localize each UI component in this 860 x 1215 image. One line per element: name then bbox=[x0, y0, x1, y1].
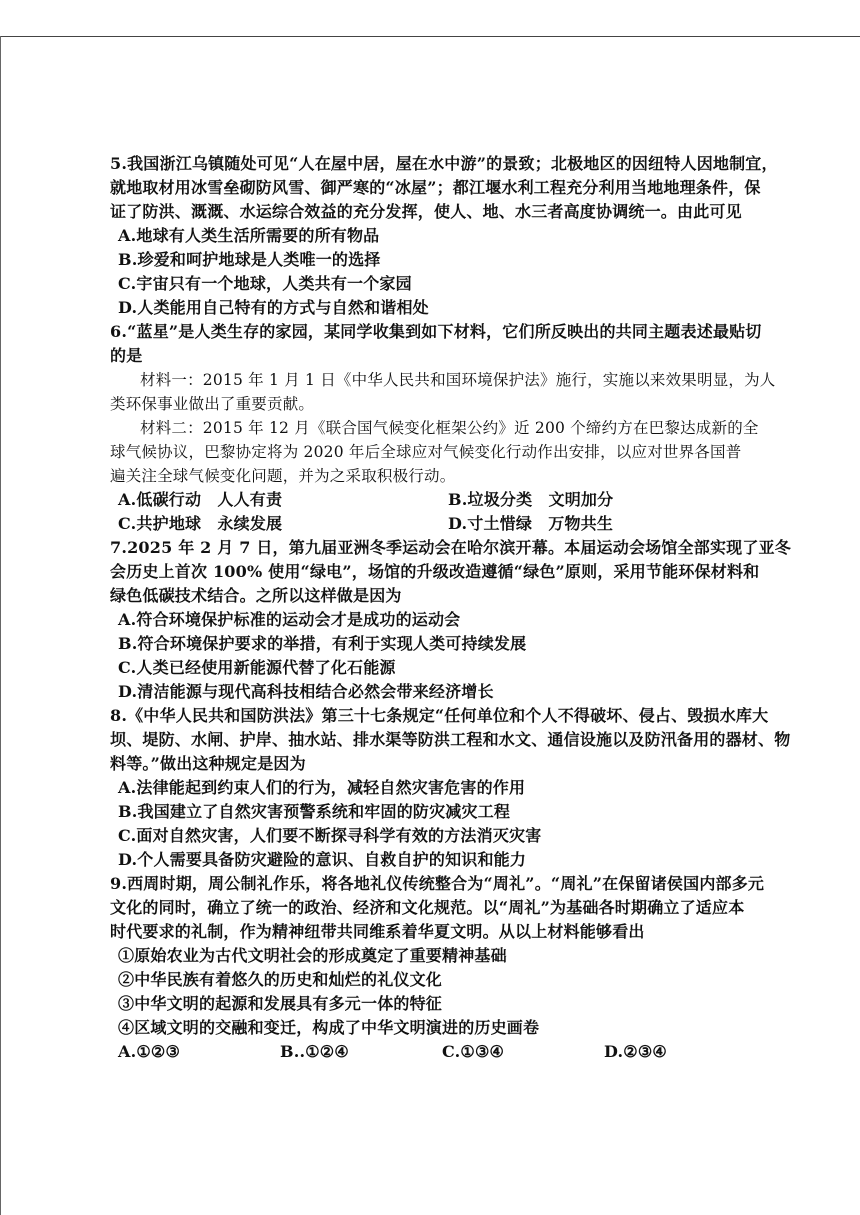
q5-option-a: A.地球有人类生活所需要的所有物品 bbox=[118, 226, 380, 245]
question-5 bbox=[110, 152, 778, 320]
q7-option-a: A.符合环境保护标准的运动会才是成功的运动会 bbox=[118, 610, 461, 629]
q5-stem-line: 5.我国浙江乌镇随处可见“人在屋中居，屋在水中游”的景致；北极地区的因纽特人因地制宜， bbox=[110, 154, 778, 173]
q6-material-1-line: 材料一：2015 年 1 月 1 日《中华人民共和国环境保护法》施行，实施以来效果明显，为人 bbox=[140, 371, 776, 389]
q9-stem-line: 时代要求的礼制，作为精神纽带共同维系着华夏文明。从以上材料能够看出 bbox=[110, 922, 645, 941]
q7-option-b: B.符合环境保护要求的举措，有利于实现人类可持续发展 bbox=[118, 634, 527, 653]
q6-material-1-line: 类环保事业做出了重要贡献。 bbox=[110, 395, 315, 413]
q9-option-d: D.②③④ bbox=[604, 1042, 667, 1061]
q8-option-c: C.面对自然灾害，人们要不断探寻科学有效的方法消灭灾害 bbox=[118, 826, 542, 845]
q6-option-a: A.低碳行动 人人有责 bbox=[118, 490, 283, 509]
q6-material-2-line: 材料二：2015 年 12 月《联合国气候变化框架公约》近 200 个缔约方在巴黎达成新的全 bbox=[140, 419, 759, 437]
q8-stem-line: 8.《中华人民共和国防洪法》第三十七条规定“任何单位和个人不得破坏、侵占、毁损水库大 bbox=[110, 706, 769, 725]
q6-material-2-line: 球气候协议，巴黎协定将为 2020 年后全球应对气候变化行动作出安排，以应对世界各国普 bbox=[110, 443, 742, 461]
q9-statement-4: ④区域文明的交融和变迁，构成了中华文明演进的历史画卷 bbox=[118, 1018, 540, 1037]
q9-option-c: C.①③④ bbox=[442, 1042, 505, 1061]
q9-statement-2: ②中华民族有着悠久的历史和灿烂的礼仪文化 bbox=[118, 970, 443, 989]
q8-stem-line: 坝、堤防、水闸、护岸、抽水站、排水渠等防洪工程和水文、通信设施以及防汛备用的器材、物 bbox=[110, 730, 791, 749]
q7-option-c: C.人类已经使用新能源代替了化石能源 bbox=[118, 658, 396, 677]
q5-option-b: B.珍爱和呵护地球是人类唯一的选择 bbox=[118, 250, 381, 269]
q8-option-a: A.法律能起到约束人们的行为，减轻自然灾害危害的作用 bbox=[118, 778, 526, 797]
q6-option-b: B.垃圾分类 文明加分 bbox=[448, 490, 614, 509]
q8-option-b: B.我国建立了自然灾害预警系统和牢固的防灾减灾工程 bbox=[118, 802, 511, 821]
q6-option-c: C.共护地球 永续发展 bbox=[118, 514, 283, 533]
q7-stem-line: 会历史上首次 100% 使用“绿电”，场馆的升级改造遵循“绿色”原则，采用节能环保材料和 bbox=[110, 562, 760, 581]
q9-options-row bbox=[110, 1040, 760, 1064]
q9-option-a: A.①②③ bbox=[118, 1042, 181, 1061]
q9-statement-3: ③中华文明的起源和发展具有多元一体的特征 bbox=[118, 994, 443, 1013]
q5-stem-line: 就地取材用冰雪垒砌防风雪、御严寒的“冰屋”；都江堰水利工程充分利用当地地理条件，保 bbox=[110, 178, 761, 197]
q6-material-2-line: 遍关注全球气候变化问题，并为之采取积极行动。 bbox=[110, 467, 456, 485]
q7-option-d: D.清洁能源与现代高科技相结合必然会带来经济增长 bbox=[118, 682, 494, 701]
q7-stem-line: 7.2025 年 2 月 7 日，第九届亚洲冬季运动会在哈尔滨开幕。本届运动会场馆全部实现了亚冬 bbox=[110, 538, 791, 557]
q7-stem-line: 绿色低碳技术结合。之所以这样做是因为 bbox=[110, 586, 402, 605]
left-border bbox=[0, 36, 1, 1215]
q9-stem-line: 9.西周时期，周公制礼作乐，将各地礼仪传统整合为“周礼”。“周礼”在保留诸侯国内部多元 bbox=[110, 874, 765, 893]
q9-option-b: B..①②④ bbox=[280, 1042, 349, 1061]
q8-option-d: D.个人需要具备防灾避险的意识、自救自护的知识和能力 bbox=[118, 850, 527, 869]
q9-stem-line: 文化的同时，确立了统一的政治、经济和文化规范。以“周礼”为基础各时期确立了适应本 bbox=[110, 898, 745, 917]
q6-option-d: D.寸土惜绿 万物共生 bbox=[448, 514, 614, 533]
q8-stem-line: 料等。”做出这种规定是因为 bbox=[110, 754, 306, 773]
question-9 bbox=[110, 872, 765, 1064]
q6-options-row-2 bbox=[110, 512, 760, 536]
question-7 bbox=[110, 536, 791, 704]
q6-stem-line: 6.“蓝星”是人类生存的家园，某同学收集到如下材料，它们所反映出的共同主题表述最贴切 bbox=[110, 322, 762, 341]
q5-option-d: D.人类能用自己特有的方式与自然和谐相处 bbox=[118, 298, 429, 317]
q5-option-c: C.宇宙只有一个地球，人类共有一个家园 bbox=[118, 274, 412, 293]
exam-page bbox=[110, 152, 791, 1064]
top-rule bbox=[0, 36, 860, 37]
q6-stem-line: 的是 bbox=[110, 346, 143, 365]
q6-options-row-1 bbox=[110, 488, 760, 512]
q9-statement-1: ①原始农业为古代文明社会的形成奠定了重要精神基础 bbox=[118, 946, 507, 965]
q5-stem-line: 证了防洪、溉溉、水运综合效益的充分发挥，使人、地、水三者高度协调统一。由此可见 bbox=[110, 202, 742, 221]
question-6 bbox=[110, 320, 776, 536]
question-8 bbox=[110, 704, 791, 872]
